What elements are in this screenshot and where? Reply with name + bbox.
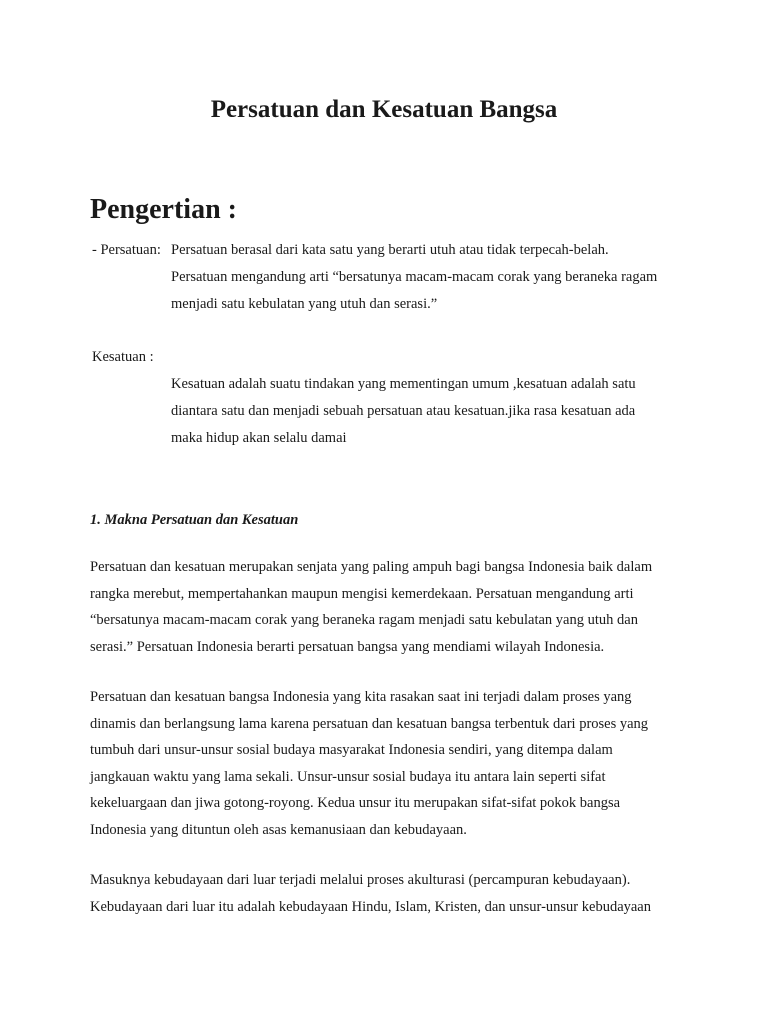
definition-line: Persatuan berasal dari kata satu yang berarti utuh atau tidak terpecah-belah. [171, 242, 609, 258]
paragraph-line: jangkauan waktu yang lama sekali. Unsur-unsur sosial budaya itu antara lain seperti sifat [90, 768, 606, 785]
paragraph-line: Persatuan dan kesatuan merupakan senjata yang paling ampuh bagi bangsa Indonesia baik dalam [90, 559, 653, 575]
definition-line: Kesatuan adalah suatu tindakan yang mementingan umum ,kesatuan adalah satu [171, 376, 636, 392]
paragraph-1 [90, 554, 690, 660]
paragraph-line: serasi.” Persatuan Indonesia berarti persatuan bangsa yang mendiami wilayah Indonesia. [90, 638, 605, 655]
paragraph-line: “bersatunya macam-macam corak yang beraneka ragam menjadi satu kebulatan yang utuh dan [90, 612, 638, 628]
paragraph-3 [90, 867, 690, 920]
paragraph-line: Indonesia yang dituntun oleh asas kemanusiaan dan kebudayaan. [90, 821, 467, 838]
section-heading-pengertian: Pengertian : [90, 194, 237, 225]
paragraph-line: Kebudayaan dari luar itu adalah kebudayaan Hindu, Islam, Kristen, dan unsur-unsur kebudayaan [90, 898, 651, 915]
definition-line: maka hidup akan selalu damai [171, 430, 347, 446]
definition-line: Persatuan mengandung arti “bersatunya macam-macam corak yang beraneka ragam [171, 269, 658, 285]
paragraph-line: rangka merebut, mempertahankan maupun mengisi kemerdekaan. Persatuan mengandung arti [90, 585, 634, 602]
definition-label-kesatuan: Kesatuan : [92, 349, 154, 365]
document-title: Persatuan dan Kesatuan Bangsa [210, 96, 558, 123]
definition-line: diantara satu dan menjadi sebuah persatuan atau kesatuan.jika rasa kesatuan ada [171, 403, 636, 419]
definition-label-persatuan: - Persatuan: [92, 242, 161, 258]
definition-body-kesatuan [171, 371, 691, 452]
subheading-makna: 1. Makna Persatuan dan Kesatuan [90, 512, 299, 528]
paragraph-line: tumbuh dari unsur-unsur sosial budaya masyarakat Indonesia sendiri, yang ditempa dalam [90, 742, 613, 758]
paragraph-line: kekeluargaan dan jiwa gotong-royong. Kedua unsur itu merupakan sifat-sifat pokok bangsa [90, 795, 621, 811]
paragraph-line: Masuknya kebudayaan dari luar terjadi melalui proses akulturasi (percampuran kebudayaan). [90, 872, 631, 888]
definition-line: menjadi satu kebulatan yang utuh dan serasi.” [171, 296, 438, 312]
paragraph-line: dinamis dan berlangsung lama karena persatuan dan kesatuan bangsa terbentuk dari proses yang [90, 715, 649, 732]
definition-body-persatuan [171, 237, 691, 318]
paragraph-line: Persatuan dan kesatuan bangsa Indonesia yang kita rasakan saat ini terjadi dalam proses yang [90, 689, 632, 705]
paragraph-2 [90, 684, 690, 843]
